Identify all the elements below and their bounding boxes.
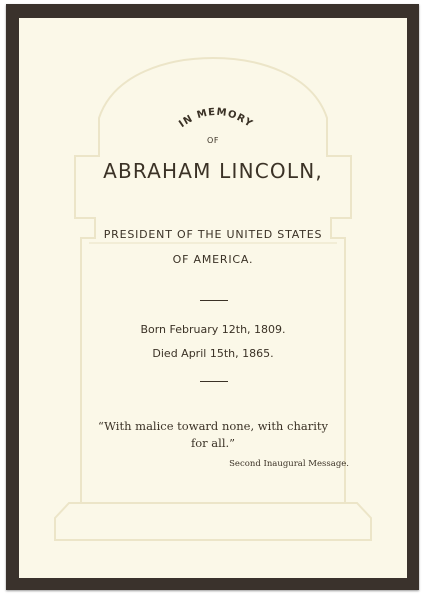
honoree-name: ABRAHAM LINCOLN,: [103, 159, 323, 183]
in-memory-arch-heading: [166, 94, 266, 140]
svg-text:IN MEMORY: IN MEMORY: [177, 106, 255, 131]
title-line-1: PRESIDENT OF THE UNITED STATES: [103, 228, 323, 241]
of-label: OF: [207, 136, 219, 145]
title-line-2: OF AMERICA.: [172, 253, 254, 266]
mourning-card-border: [6, 4, 419, 590]
quote-attribution: Second Inaugural Message.: [229, 459, 349, 469]
divider-rule: [200, 381, 228, 382]
death-date: Died April 15th, 1865.: [152, 347, 274, 360]
quote-line-2: for all.”: [190, 436, 236, 450]
quote-line-1: “With malice toward none, with charity: [97, 419, 328, 433]
birth-date: Born February 12th, 1809.: [140, 323, 286, 336]
divider-rule: [200, 300, 228, 301]
memorial-card: [19, 18, 407, 578]
